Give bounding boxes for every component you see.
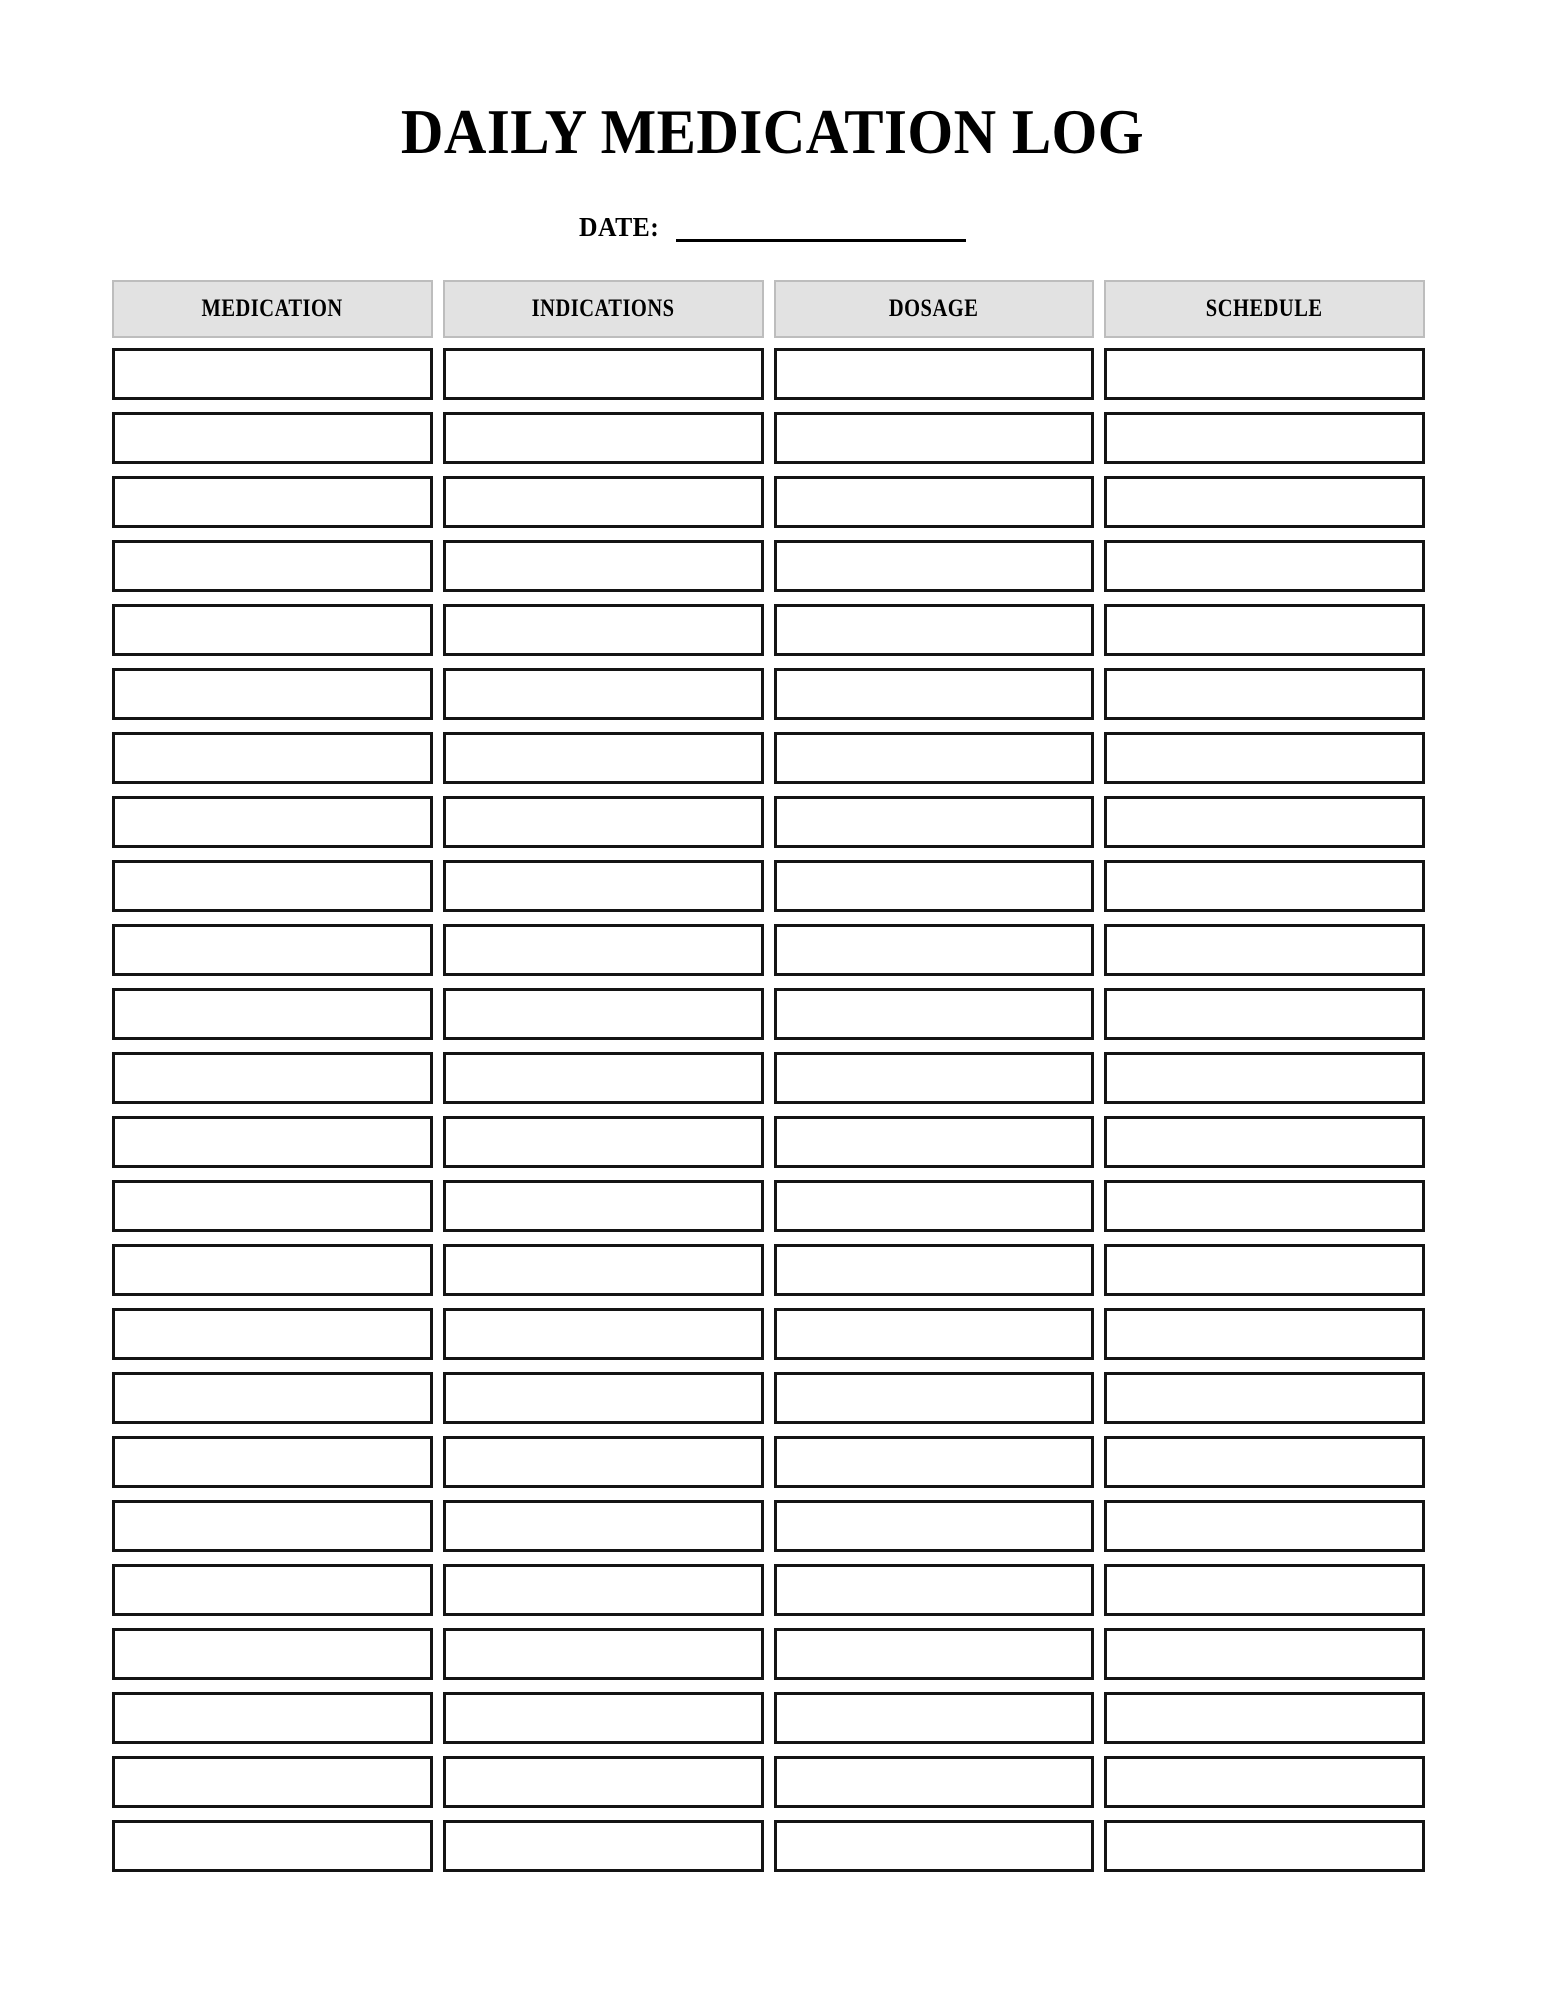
table-cell-dosage[interactable] [774,1500,1095,1552]
table-cell-indications[interactable] [443,1436,764,1488]
table-cell-medication[interactable] [112,1052,433,1104]
table-cell-dosage[interactable] [774,1052,1095,1104]
table-cell-dosage[interactable] [774,1692,1095,1744]
table-cell-dosage[interactable] [774,412,1095,464]
table-row [112,1820,1425,1872]
table-cell-schedule[interactable] [1104,1564,1425,1616]
table-row [112,796,1425,848]
table-cell-medication[interactable] [112,1756,433,1808]
table-row [112,540,1425,592]
table-cell-dosage[interactable] [774,1628,1095,1680]
table-cell-indications[interactable] [443,988,764,1040]
table-cell-dosage[interactable] [774,540,1095,592]
table-cell-dosage[interactable] [774,1180,1095,1232]
table-cell-medication[interactable] [112,1244,433,1296]
table-cell-medication[interactable] [112,1308,433,1360]
date-row [0,211,1545,242]
table-row [112,1308,1425,1360]
table-cell-indications[interactable] [443,348,764,400]
table-row [112,860,1425,912]
page-title: DAILY MEDICATION LOG [400,96,1145,167]
column-header-label: INDICATIONS [531,295,675,322]
table-cell-dosage[interactable] [774,604,1095,656]
table-cell-schedule[interactable] [1104,1628,1425,1680]
table-cell-dosage[interactable] [774,1436,1095,1488]
column-header-schedule [1104,280,1425,338]
table-row [112,1052,1425,1104]
table-cell-indications[interactable] [443,1116,764,1168]
table-cell-schedule[interactable] [1104,668,1425,720]
table-cell-schedule[interactable] [1104,1372,1425,1424]
table-row [112,1436,1425,1488]
table-cell-indications[interactable] [443,1180,764,1232]
table-cell-indications[interactable] [443,668,764,720]
table-cell-medication[interactable] [112,668,433,720]
table-row [112,1180,1425,1232]
column-header-label: SCHEDULE [1206,295,1323,322]
table-cell-indications[interactable] [443,1500,764,1552]
table-row [112,1628,1425,1680]
table-body [112,348,1425,1872]
column-header-medication [112,280,433,338]
table-cell-indications[interactable] [443,1244,764,1296]
table-cell-schedule[interactable] [1104,1500,1425,1552]
table-cell-indications[interactable] [443,412,764,464]
table-cell-dosage[interactable] [774,860,1095,912]
table-cell-indications[interactable] [443,924,764,976]
table-cell-schedule[interactable] [1104,988,1425,1040]
table-cell-indications[interactable] [443,796,764,848]
table-cell-dosage[interactable] [774,476,1095,528]
table-cell-medication[interactable] [112,604,433,656]
table-cell-dosage[interactable] [774,1116,1095,1168]
table-cell-medication[interactable] [112,1116,433,1168]
table-cell-schedule[interactable] [1104,860,1425,912]
table-cell-indications[interactable] [443,476,764,528]
table-row [112,476,1425,528]
table-cell-dosage[interactable] [774,924,1095,976]
column-header-label: MEDICATION [201,295,343,322]
table-cell-medication[interactable] [112,348,433,400]
table-cell-indications[interactable] [443,732,764,784]
table-cell-schedule[interactable] [1104,1052,1425,1104]
table-row [112,412,1425,464]
table-cell-schedule[interactable] [1104,1756,1425,1808]
table-cell-schedule[interactable] [1104,1116,1425,1168]
table-cell-dosage[interactable] [774,1820,1095,1872]
date-label: DATE: [579,212,660,242]
table-cell-dosage[interactable] [774,1244,1095,1296]
table-cell-medication[interactable] [112,412,433,464]
table-header-row [112,280,1425,338]
table-cell-indications[interactable] [443,540,764,592]
table-cell-dosage[interactable] [774,796,1095,848]
table-cell-medication[interactable] [112,1500,433,1552]
table-cell-schedule[interactable] [1104,540,1425,592]
table-cell-medication[interactable] [112,860,433,912]
table-cell-schedule[interactable] [1104,1820,1425,1872]
table-row [112,924,1425,976]
table-cell-schedule[interactable] [1104,412,1425,464]
table-cell-dosage[interactable] [774,1372,1095,1424]
table-cell-medication[interactable] [112,1372,433,1424]
table-row [112,668,1425,720]
table-cell-indications[interactable] [443,1372,764,1424]
table-cell-medication[interactable] [112,796,433,848]
table-row [112,1372,1425,1424]
table-cell-schedule[interactable] [1104,924,1425,976]
table-cell-medication[interactable] [112,476,433,528]
table-cell-dosage[interactable] [774,1308,1095,1360]
table-cell-schedule[interactable] [1104,476,1425,528]
table-cell-medication[interactable] [112,1436,433,1488]
table-row [112,1244,1425,1296]
table-row [112,988,1425,1040]
table-cell-indications[interactable] [443,1820,764,1872]
table-cell-schedule[interactable] [1104,604,1425,656]
table-cell-indications[interactable] [443,1308,764,1360]
table-cell-schedule[interactable] [1104,1436,1425,1488]
table-cell-indications[interactable] [443,604,764,656]
table-cell-indications[interactable] [443,1564,764,1616]
table-cell-indications[interactable] [443,1756,764,1808]
table-row [112,732,1425,784]
table-cell-dosage[interactable] [774,1756,1095,1808]
table-row [112,1692,1425,1744]
table-cell-schedule[interactable] [1104,1692,1425,1744]
table-cell-schedule[interactable] [1104,796,1425,848]
table-cell-medication[interactable] [112,1180,433,1232]
table-row [112,1756,1425,1808]
table-cell-schedule[interactable] [1104,1244,1425,1296]
table-row [112,1116,1425,1168]
table-cell-medication[interactable] [112,1692,433,1744]
table-cell-medication[interactable] [112,1820,433,1872]
table-row [112,1564,1425,1616]
column-header-dosage [774,280,1095,338]
table-row [112,604,1425,656]
table-cell-indications[interactable] [443,1692,764,1744]
table-cell-medication[interactable] [112,1628,433,1680]
table-row [112,1500,1425,1552]
table-cell-medication[interactable] [112,988,433,1040]
column-header-indications [443,280,764,338]
table-cell-schedule[interactable] [1104,1180,1425,1232]
table-cell-dosage[interactable] [774,1564,1095,1616]
table-cell-schedule[interactable] [1104,348,1425,400]
table-cell-medication[interactable] [112,540,433,592]
table-row [112,348,1425,400]
medication-table [112,280,1425,1884]
table-cell-medication[interactable] [112,732,433,784]
table-cell-schedule[interactable] [1104,1308,1425,1360]
table-cell-medication[interactable] [112,924,433,976]
table-cell-dosage[interactable] [774,348,1095,400]
table-cell-dosage[interactable] [774,988,1095,1040]
column-header-label: DOSAGE [889,295,979,322]
table-cell-indications[interactable] [443,1628,764,1680]
table-cell-medication[interactable] [112,1564,433,1616]
table-cell-indications[interactable] [443,860,764,912]
table-cell-schedule[interactable] [1104,732,1425,784]
table-cell-dosage[interactable] [774,732,1095,784]
date-input-blank[interactable] [676,211,966,242]
table-cell-dosage[interactable] [774,668,1095,720]
table-cell-indications[interactable] [443,1052,764,1104]
